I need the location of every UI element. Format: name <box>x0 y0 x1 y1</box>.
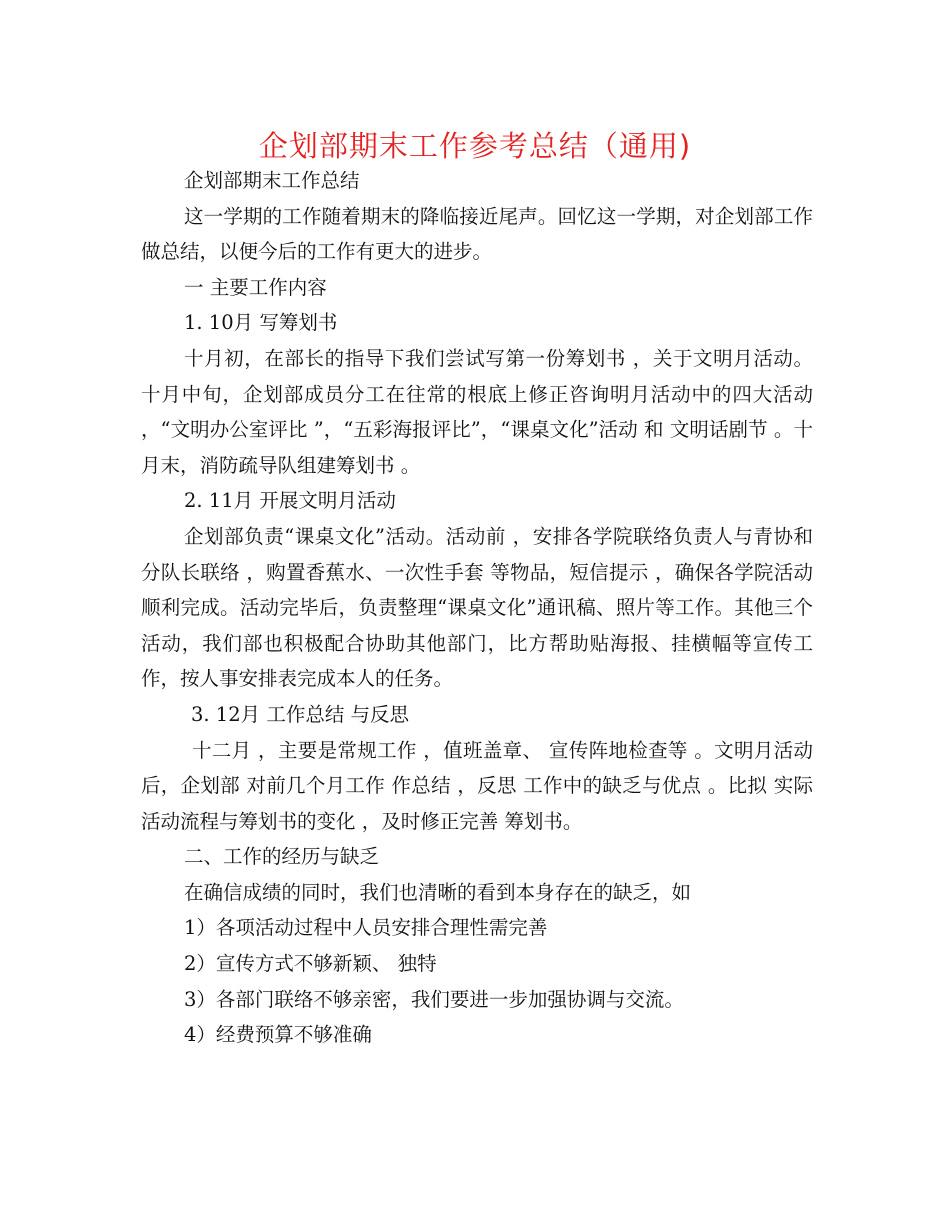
december-paragraph: 十二月 ，主要是常规工作 ，值班盖章、 宣传阵地检查等 。文明月活动后，企划部 对前几个月工作 作总结 ，反思 工作中的缺乏与优点 。比拟 实际活动流程与筹划书的变化 ，及时修正完善 筹划书。 <box>141 738 813 833</box>
subheading-october: 1. 10月 写筹划书 <box>184 311 338 335</box>
list-item: 2）宣传方式不够新颖、 独特 <box>184 952 437 976</box>
list-item: 3）各部门联络不够亲密，我们要进一步加强协调与交流。 <box>184 987 684 1011</box>
subheading-november: 2. 11月 开展文明月活动 <box>184 489 396 513</box>
page-title: 企划部期末工作参考总结（通用) <box>258 129 692 163</box>
intro-paragraph: 这一学期的工作随着期末的降临接近尾声。回忆这一学期，对企划部工作做总结，以便今后的工作有更大的进步。 <box>141 204 813 264</box>
october-paragraph: 十月初，在部长的指导下我们尝试写第一份筹划书 ，关于文明月活动。 十月中旬，企划部成员分工在往常的根底上修正咨询明月活动中的四大活动 ，“文明办公室评比 ”，“五彩海报评比”，“课桌文化”活动 和 文明话剧节 。十月末，消防疏导队组建筹划书 。 <box>141 346 813 477</box>
list-item: 1）各项活动过程中人员安排合理性需完善 <box>184 916 548 940</box>
document-body <box>141 163 813 1053</box>
subtitle-paragraph: 企划部期末工作总结 <box>184 169 360 192</box>
november-paragraph: 企划部负责“课桌文化”活动。活动前 ，安排各学院联络负责人与青协和分队长联络 ，购置香蕉水、一次性手套 等物品，短信提示 ，确保各学院活动顺利完成。活动完毕后，负责整理“课桌文化”通讯稿、照片等工作。其他三个活动，我们部也积极配合协助其他部门，比方帮助贴海报、挂横幅等宣传工作，按人事安排表完成本人的任务。 <box>141 524 813 691</box>
section-heading-1: 一 主要工作内容 <box>184 275 327 299</box>
shortcomings-intro: 在确信成绩的同时，我们也清晰的看到本身存在的缺乏，如 <box>184 880 692 904</box>
list-item: 4）经费预算不够准确 <box>184 1023 372 1047</box>
section-heading-2: 二、工作的经历与缺乏 <box>184 845 380 869</box>
subheading-december: 3. 12月 工作总结 与反思 <box>191 702 410 726</box>
